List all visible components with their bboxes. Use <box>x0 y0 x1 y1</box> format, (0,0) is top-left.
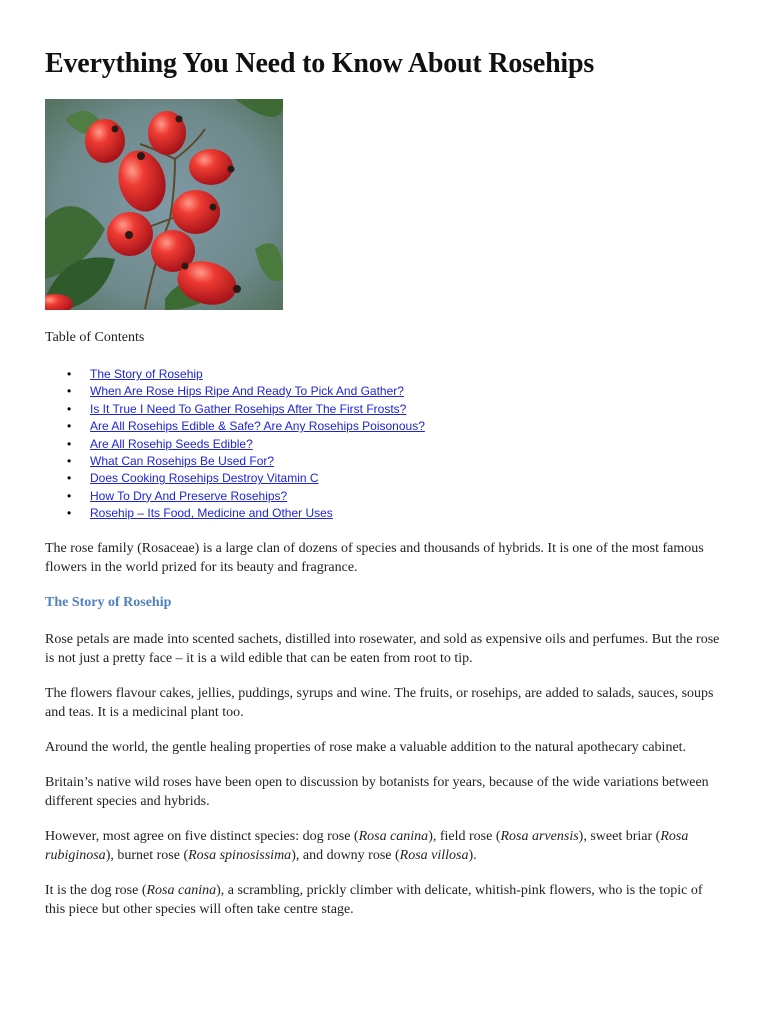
bullet-icon: • <box>67 384 72 399</box>
bullet-icon: • <box>67 419 72 434</box>
toc-link-ripe[interactable]: When Are Rose Hips Ripe And Ready To Pick And Gather? <box>90 384 404 399</box>
table-of-contents <box>45 366 425 523</box>
toc-link-uses[interactable]: What Can Rosehips Be Used For? <box>90 453 275 468</box>
toc-link-dry[interactable]: How To Dry And Preserve Rosehips? <box>90 488 288 503</box>
toc-item <box>45 436 425 453</box>
bullet-icon: • <box>67 506 72 521</box>
toc-item <box>45 453 425 470</box>
bullet-icon: • <box>67 453 72 468</box>
toc-item <box>45 366 425 383</box>
bullet-icon: • <box>67 436 72 451</box>
toc-item <box>45 488 425 505</box>
toc-link-frosts[interactable]: Is It True I Need To Gather Rosehips After The First Frosts? <box>90 401 407 416</box>
bullet-icon: • <box>67 367 72 381</box>
toc-link-food-medicine[interactable]: Rosehip – Its Food, Medicine and Other Uses <box>90 506 333 521</box>
section-heading: The Story of Rosehip <box>45 595 172 610</box>
toc-link-story[interactable]: The Story of Rosehip <box>90 367 203 381</box>
paragraph: The flowers flavour cakes, jellies, puddings, syrups and wine. The fruits, or rosehips, are added to salads, sauces, soups and teas. It is a medicinal plant too. <box>45 686 714 720</box>
toc-link-vitamin-c[interactable]: Does Cooking Rosehips Destroy Vitamin C <box>90 471 319 486</box>
bullet-icon: • <box>67 401 72 416</box>
toc-label: Table of Contents <box>45 330 145 345</box>
toc-item <box>45 383 425 400</box>
toc-item <box>45 505 425 522</box>
toc-item <box>45 401 425 418</box>
paragraph: Britain’s native wild roses have been open to discussion by botanists for years, because of the wide variations between different species and hybrids. <box>45 775 709 809</box>
toc-item <box>45 418 425 435</box>
page-title: Everything You Need to Know About Rosehips <box>45 48 595 79</box>
intro-paragraph: The rose family (Rosaceae) is a large clan of dozens of species and thousands of hybrids. It is one of the most famous flowers in the world prized for its beauty and fragrance. <box>45 541 704 575</box>
bullet-icon: • <box>67 471 72 486</box>
rosehip-photo <box>45 99 283 310</box>
toc-link-edible[interactable]: Are All Rosehips Edible & Safe? Are Any Rosehips Poisonous? <box>90 419 425 434</box>
bullet-icon: • <box>67 488 72 503</box>
paragraph: Rose petals are made into scented sachets, distilled into rosewater, and sold as expensive oils and perfumes. But the rose is not just a pretty face – it is a wild edible that can be eaten from root to tip. <box>45 632 720 666</box>
dog-rose-paragraph: It is the dog rose (Rosa canina), a scrambling, prickly climber with delicate, whitish-pink flowers, who is the topic of this piece but other species will often take centre stage. <box>45 883 703 917</box>
toc-link-seeds[interactable]: Are All Rosehip Seeds Edible? <box>90 436 253 451</box>
paragraph: Around the world, the gentle healing properties of rose make a valuable addition to the natural apothecary cabinet. <box>45 740 687 755</box>
species-paragraph: However, most agree on five distinct species: dog rose (Rosa canina), field rose (Rosa arvensis), sweet briar (Rosa rubiginosa), burnet rose (Rosa spinosissima), and downy rose (Rosa villosa). <box>45 829 689 863</box>
toc-item <box>45 470 425 487</box>
article-body <box>45 539 725 935</box>
